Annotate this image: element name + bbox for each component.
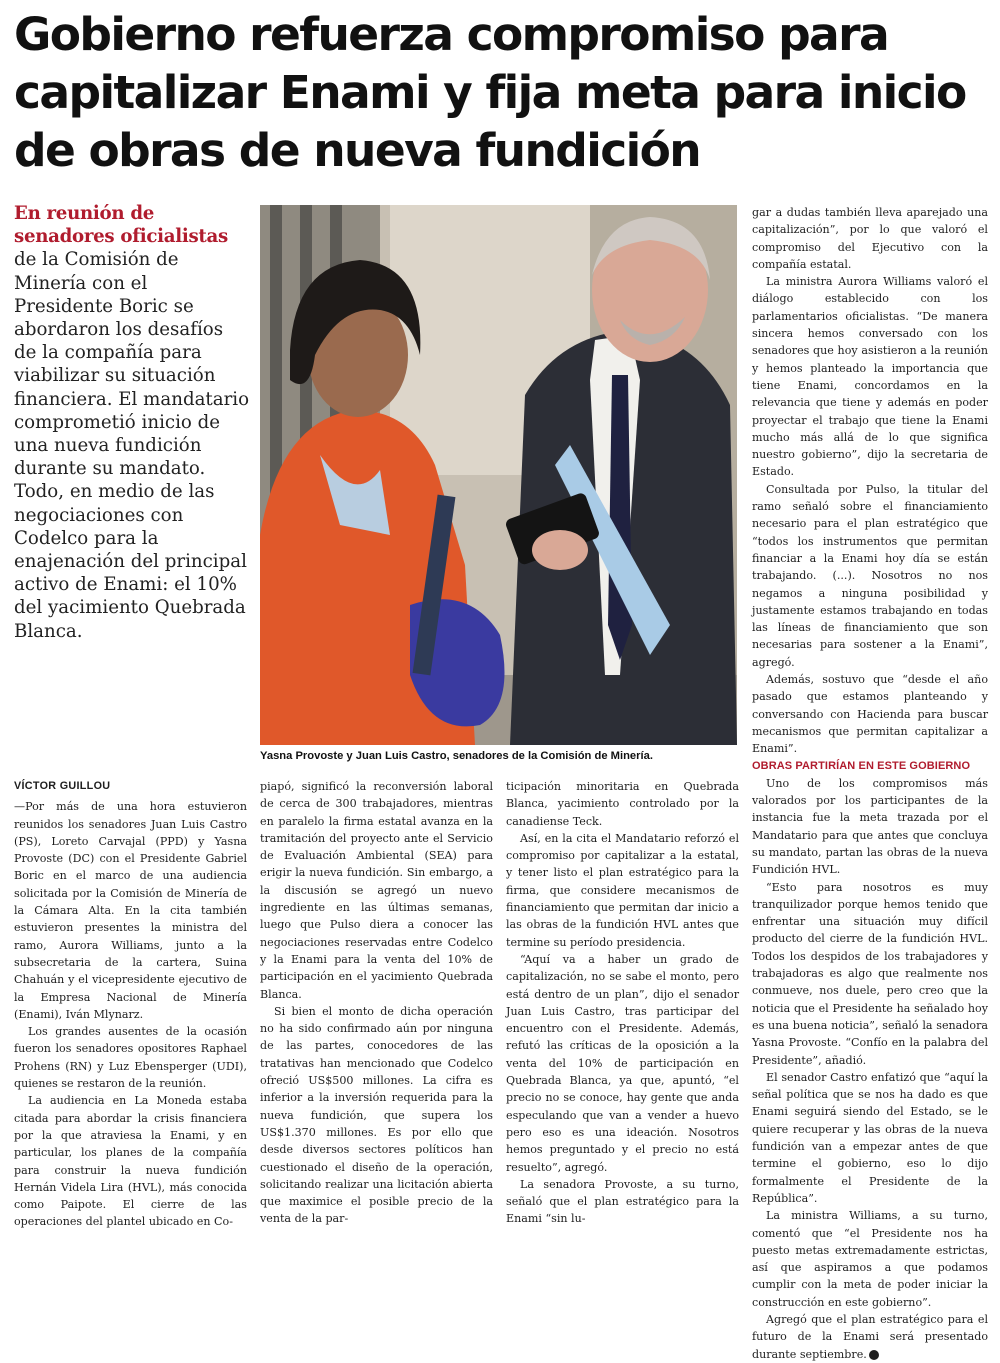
body-paragraph: La ministra Williams, a su turno, comentó que “el Presidente nos ha puesto metas extremadamente estrictas, así que aspiramos a que podamos cumplir con la meta de poder iniciar la construcción en este gobierno”. [752, 1209, 988, 1309]
body-paragraph: Además, sostuvo que “desde el año pasado que estamos planteando y conversando con Hacienda para buscar mecanismos que permitan capitalizar a Enami”. [752, 673, 988, 756]
lead-paragraph [14, 202, 250, 643]
article-photo [260, 205, 737, 745]
body-paragraph: gar a dudas también lleva aparejado una capitalización”, por lo que valoró el compromiso del Ejecutivo con la compañía estatal. [752, 206, 988, 271]
body-paragraph: El senador Castro enfatizó que “aquí la señal política que se nos ha dado es que Enami seguirá siendo del Estado, se le quiere recuperar y las obras de la nueva fundición van a empezar antes de que termine el gobierno, eso lo dijo formalmente el Presidente de la República”. [752, 1070, 988, 1205]
final-sentence: Agregó que el plan estratégico para el futuro de la Enami será presentado durante septiembre. [752, 1313, 988, 1361]
body-paragraph: Consultada por Pulso, la titular del ramo señaló sobre el financiamiento necesario para el plan estratégico que “todos los instrumentos que permitan financiar a la Enami hoy día se están trabajando. (...). Nosotros no nos negamos a ninguna posibilidad y justamente estamos trabajando en todas las líneas de financiamiento que son necesarias para sostener a la Enami”, agregó. [752, 482, 988, 669]
photo-illustration [260, 205, 737, 745]
lead-kicker: En reunión de senadores oficialistas [14, 203, 228, 248]
section-subhead: OBRAS PARTIRÍAN EN ESTE GOBIERNO [752, 759, 971, 772]
body-column-3 [506, 778, 739, 1228]
body-paragraph-final [752, 1311, 988, 1363]
body-paragraph: La ministra Aurora Williams valoró el diálogo establecido con los parlamentarios oficialistas. “De manera sincera hemos conversado con los senadores que hoy asistieron a la reunión y hemos planteado la importancia que tiene Enami, concordamos en la relevancia que tiene y además en poder proyectar el trabajo que tiene la Enami mucho más allá de lo que significa nuestro gobierno”, dijo la secretaria de Estado. [752, 275, 988, 479]
body-column-4 [752, 204, 988, 1363]
body-paragraph: —Por más de una hora estuvieron reunidos los senadores Juan Luis Castro (PS), Loreto Carvajal (PPD) y Yasna Provoste (DC) con el Presidente Gabriel Boric en el marco de una audiencia solicitada por la Comisión de Minería de la Cámara Alta. En la cita también estuvieron presentes la ministra del ramo, Aurora Williams, junto a la subsecretaria de la cartera, Suina Chahuán y el vicepresidente ejecutivo de la Empresa Nacional de Minería (Enami), Iván Mlynarz. [14, 800, 247, 1021]
body-column-2 [260, 778, 493, 1228]
body-paragraph: La audiencia en La Moneda estaba citada para abordar la crisis financiera por la que atraviesa la Enami, y en particular, los planes de la compañía para construir la nueva fundición Hernán Videla Lira (HVL), más conocida como Paipote. El cierre de las operaciones del plantel ubicado en Co- [14, 1094, 247, 1229]
body-paragraph: Uno de los compromisos más valorados por los participantes de la instancia fue la meta trazada por el Mandatario para que antes que concluya su mandato, partan las obras de la nueva Fundición HVL. [752, 776, 988, 877]
body-column-1 [14, 778, 247, 1231]
body-paragraph: Los grandes ausentes de la ocasión fueron los senadores opositores Raphael Prohens (RN) y Luz Ebensperger (UDI), quienes se restaron de la reunión. [14, 1025, 247, 1091]
body-paragraph: Si bien el monto de dicha operación no ha sido confirmado aún por ninguna de las partes, conocedores de las tratativas han mencionado que Codelco ofreció US$500 millones. La cifra es inferior a la inversión requerida para la nueva fundición, que supera los US$1.370 millones. Es por ello que desde diversos sectores políticos han cuestionado el diseño de la operación, solicitando realizar una licitación abierta que maximice el posible precio de la venta de la par- [260, 1004, 493, 1226]
body-paragraph: “Esto para nosotros es muy tranquilizador porque hemos tenido que enfrentar una situación muy difícil producto del cierre de la fundición HVL. Todos los despidos de los trabajadores y trabajadoras es algo que realmente nos conmueve, nos duele, pero creo que la noticia que el Presidente ha señalado hoy es una buena noticia”, señaló la senadora Yasna Provoste. “Confío en la palabra del Presidente”, añadió. [752, 880, 988, 1067]
body-paragraph: piapó, significó la reconversión laboral de cerca de 300 trabajadores, mientras en paralelo la firma estatal avanza en la tramitación del proyecto ante el Servicio de Evaluación Ambiental (SEA) para erigir la nueva fundición. Sin embargo, a la discusión se agregó un nuevo ingrediente en las últimas semanas, luego que Pulso diera a conocer las negociaciones reservadas entre Codelco y la Enami para la venta del 10% de participación en el yacimiento Quebrada Blanca. [260, 780, 493, 1001]
headline: Gobierno refuerza compromiso para capitalizar Enami y fija meta para inicio de obras de nueva fundición [14, 8, 966, 177]
lead-text: de la Comisión de Minería con el Presidente Boric se abordaron los desafíos de la compañía para viabilizar su situación financiera. El mandatario comprometió inicio de una nueva fundición durante su mandato. Todo, en medio de las negociaciones con Codelco para la enajenación del principal activo de Enami: el 10% del yacimiento Quebrada Blanca. [14, 249, 250, 642]
body-paragraph: “Aquí va a haber un grado de capitalización, no se sabe el monto, pero está dentro de un plan”, dijo el senador Juan Luis Castro, tras participar del encuentro con el Presidente. Además, refutó las críticas de la oposición a la venta del 10% de participación en Quebrada Blanca, ya que, apuntó, “el precio no se conoce, hay gente que anda especulando que van a vender a huevo pero eso es una ideación. Nosotros hemos preguntado y el precio no está resuelto”, agregó. [506, 952, 739, 1174]
body-paragraph: La senadora Provoste, a su turno, señaló que el plan estratégico para la Enami “sin lu- [506, 1177, 739, 1226]
body-paragraph: ticipación minoritaria en Quebrada Blanca, yacimiento controlado por la canadiense Teck. [506, 780, 739, 828]
byline: VÍCTOR GUILLOU [14, 780, 111, 792]
photo-caption: Yasna Provoste y Juan Luis Castro, senadores de la Comisión de Minería. [260, 750, 653, 762]
body-paragraph: Así, en la cita el Mandatario reforzó el compromiso por capitalizar a la estatal, y tener listo el plan estratégico para la firma, que considere mecanismos de financiamiento que permitan dar inicio a las obras de la fundición HVL antes que termine su período presidencia. [506, 831, 739, 949]
end-of-article-icon: P [869, 1350, 879, 1360]
